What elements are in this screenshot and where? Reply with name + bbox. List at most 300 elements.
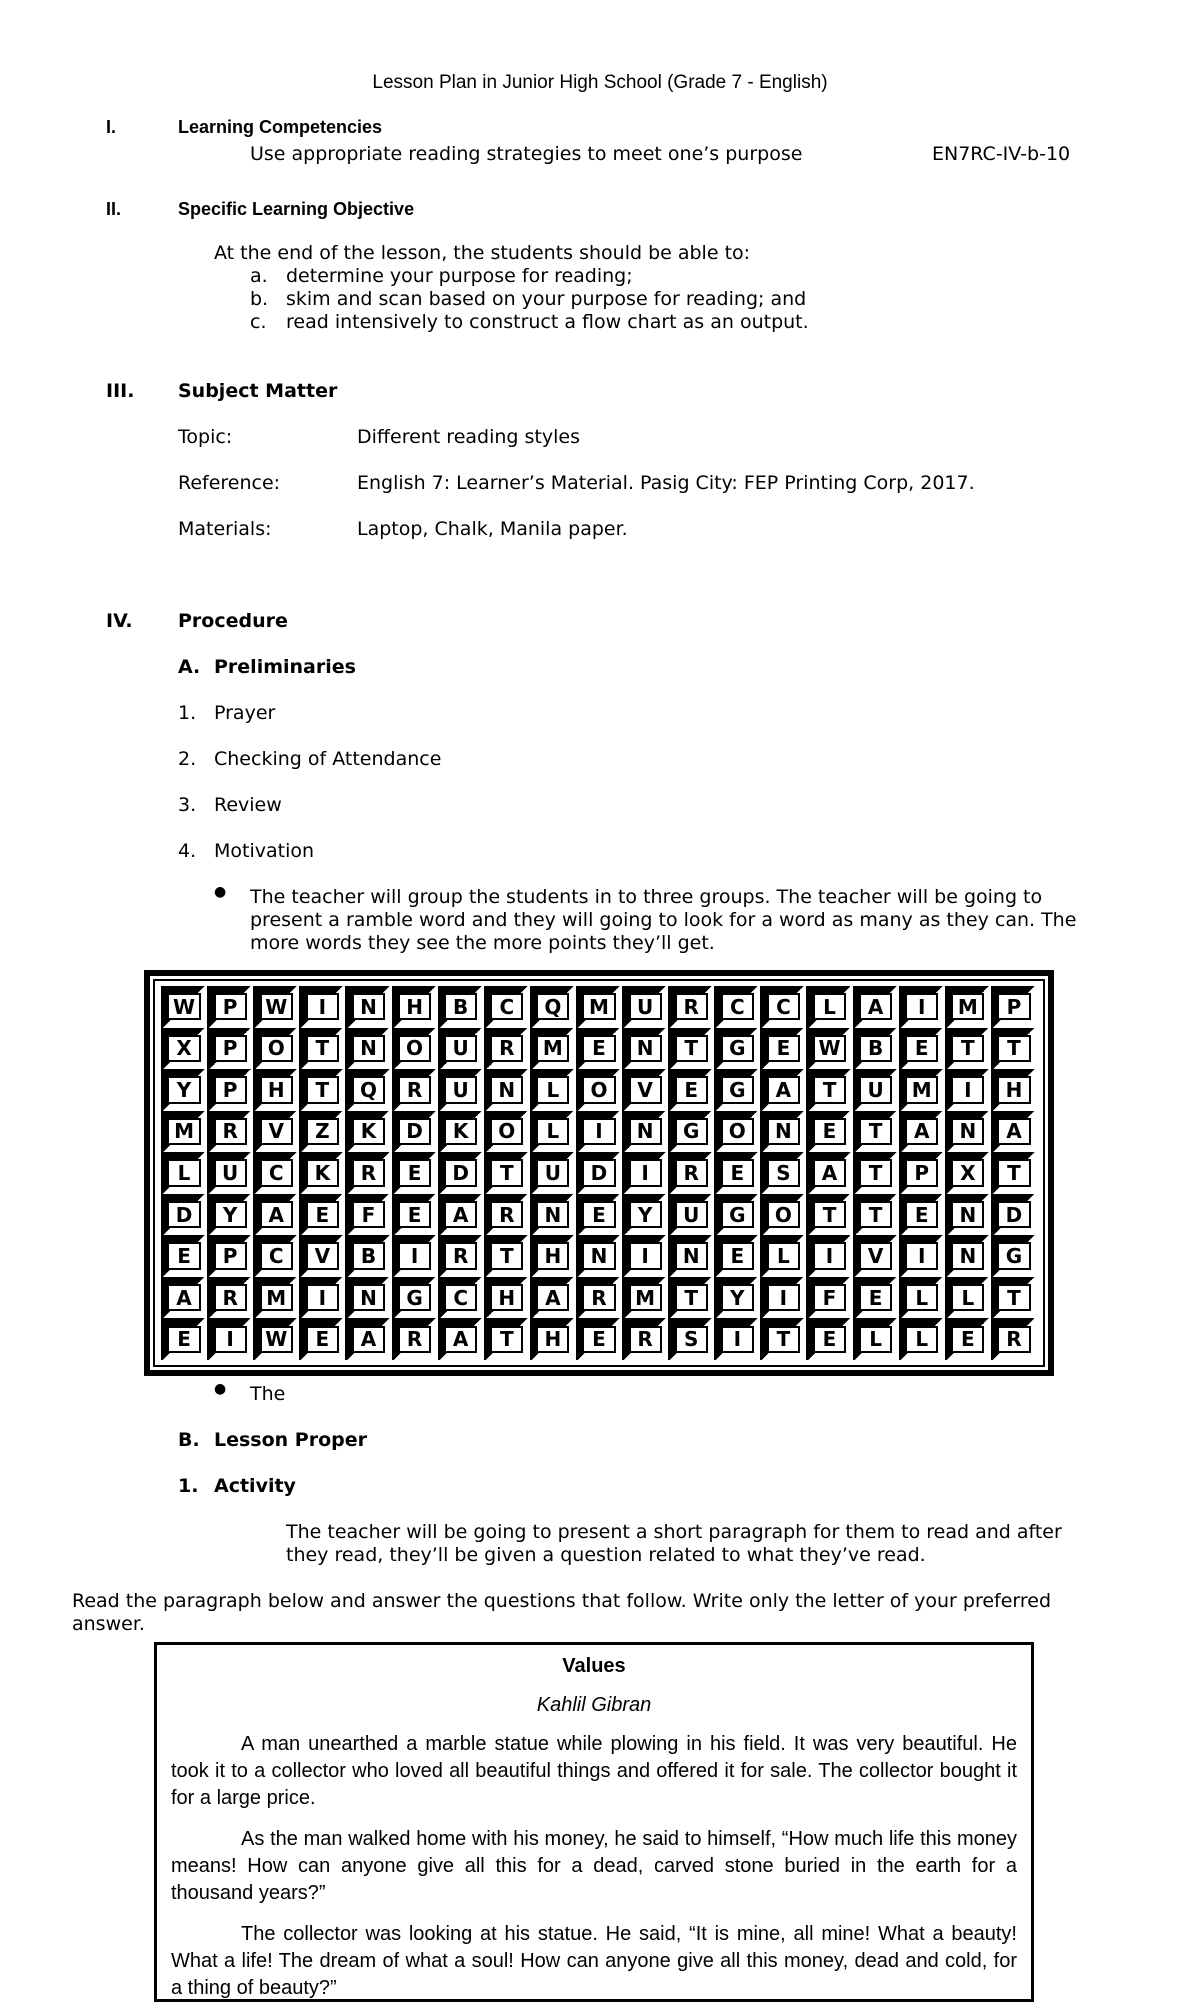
puzzle-letter: H <box>260 1076 293 1103</box>
puzzle-letter: P <box>905 1159 938 1186</box>
instruction-line-1: Read the paragraph below and answer the questions that follow. Write only the letter of your preferred <box>72 1590 1052 1612</box>
puzzle-cell <box>345 1028 391 1070</box>
puzzle-letter: C <box>767 993 800 1020</box>
puzzle-letter: T <box>997 1284 1030 1311</box>
puzzle-cell <box>484 1069 530 1111</box>
puzzle-letter: E <box>582 1035 615 1062</box>
puzzle-cell <box>622 1152 668 1194</box>
puzzle-letter: U <box>444 1035 477 1062</box>
puzzle-letter: R <box>490 1035 523 1062</box>
puzzle-cell <box>299 1235 345 1277</box>
section-1-number: I. <box>106 117 117 137</box>
puzzle-cell <box>576 1194 622 1236</box>
puzzle-letter: P <box>214 993 247 1020</box>
puzzle-letter: E <box>721 1159 754 1186</box>
puzzle-letter: I <box>721 1326 754 1353</box>
step-1-number: 1. <box>178 702 197 724</box>
puzzle-cell <box>253 1111 299 1153</box>
word-search-grid <box>153 979 1045 1367</box>
puzzle-cell <box>714 1028 760 1070</box>
puzzle-cell <box>991 1111 1037 1153</box>
puzzle-letter: X <box>951 1159 984 1186</box>
puzzle-letter: O <box>582 1076 615 1103</box>
step-3-text: Review <box>214 794 282 816</box>
puzzle-letter: R <box>675 1159 708 1186</box>
puzzle-cell <box>899 986 945 1028</box>
puzzle-cell <box>760 1194 806 1236</box>
puzzle-letter: L <box>905 1284 938 1311</box>
puzzle-cell <box>207 1277 253 1319</box>
puzzle-letter: C <box>490 993 523 1020</box>
puzzle-letter: T <box>997 1159 1030 1186</box>
puzzle-letter: U <box>859 1076 892 1103</box>
puzzle-cell <box>345 986 391 1028</box>
puzzle-cell <box>899 1028 945 1070</box>
step-1-text: Prayer <box>214 702 276 724</box>
puzzle-letter: T <box>306 1035 339 1062</box>
puzzle-letter: G <box>997 1242 1030 1269</box>
motivation-line-2: present a ramble word and they will going to look for a word as many as they can. The <box>250 909 1077 931</box>
puzzle-letter: T <box>859 1118 892 1145</box>
puzzle-cell <box>253 1028 299 1070</box>
puzzle-cell <box>714 1235 760 1277</box>
puzzle-cell <box>299 1277 345 1319</box>
puzzle-letter: I <box>905 993 938 1020</box>
puzzle-letter: T <box>951 1035 984 1062</box>
puzzle-cell <box>161 1318 207 1360</box>
puzzle-letter: Y <box>167 1076 200 1103</box>
puzzle-letter: D <box>398 1118 431 1145</box>
puzzle-cell <box>991 1028 1037 1070</box>
puzzle-letter: H <box>398 993 431 1020</box>
puzzle-cell <box>760 1277 806 1319</box>
puzzle-letter: O <box>767 1201 800 1228</box>
section-4-number: IV. <box>106 610 133 632</box>
puzzle-letter: N <box>767 1118 800 1145</box>
puzzle-letter: I <box>767 1284 800 1311</box>
section-3-number: III. <box>106 380 135 402</box>
puzzle-cell <box>161 1235 207 1277</box>
puzzle-cell <box>392 1318 438 1360</box>
puzzle-letter: N <box>629 1035 662 1062</box>
puzzle-letter: O <box>721 1118 754 1145</box>
puzzle-cell <box>714 1318 760 1360</box>
puzzle-cell <box>622 1277 668 1319</box>
puzzle-letter: L <box>813 993 846 1020</box>
puzzle-cell <box>991 1194 1037 1236</box>
puzzle-letter: Y <box>629 1201 662 1228</box>
puzzle-letter: G <box>398 1284 431 1311</box>
activity-line-2: they read, they’ll be given a question related to what they’ve read. <box>286 1544 926 1566</box>
puzzle-letter: F <box>813 1284 846 1311</box>
puzzle-cell <box>392 1235 438 1277</box>
puzzle-cell <box>161 1069 207 1111</box>
puzzle-letter: T <box>813 1201 846 1228</box>
puzzle-letter: T <box>490 1326 523 1353</box>
section-4-heading: Procedure <box>178 610 288 632</box>
puzzle-letter: T <box>813 1076 846 1103</box>
objective-item-b: skim and scan based on your purpose for reading; and <box>286 288 807 310</box>
puzzle-letter: A <box>767 1076 800 1103</box>
puzzle-cell <box>530 1277 576 1319</box>
puzzle-cell <box>392 1152 438 1194</box>
puzzle-letter: N <box>536 1201 569 1228</box>
puzzle-cell <box>991 1318 1037 1360</box>
puzzle-cell <box>806 1111 852 1153</box>
puzzle-cell <box>530 1028 576 1070</box>
activity-heading: Activity <box>214 1475 296 1497</box>
puzzle-letter: U <box>629 993 662 1020</box>
puzzle-cell <box>668 1318 714 1360</box>
materials-label: Materials: <box>178 518 272 540</box>
puzzle-cell <box>207 1194 253 1236</box>
step-2-text: Checking of Attendance <box>214 748 442 770</box>
objective-intro: At the end of the lesson, the students should be able to: <box>214 242 751 264</box>
puzzle-letter: G <box>721 1035 754 1062</box>
puzzle-cell <box>438 1028 484 1070</box>
puzzle-cell <box>161 1194 207 1236</box>
page-title: Lesson Plan in Junior High School (Grade 7 - English) <box>372 72 828 93</box>
subsection-b-heading: Lesson Proper <box>214 1429 368 1451</box>
puzzle-cell <box>991 1152 1037 1194</box>
story-title: Values <box>562 1655 626 1677</box>
puzzle-letter: K <box>444 1118 477 1145</box>
puzzle-cell <box>899 1318 945 1360</box>
puzzle-letter: E <box>859 1284 892 1311</box>
puzzle-letter: C <box>444 1284 477 1311</box>
puzzle-letter: S <box>767 1159 800 1186</box>
puzzle-cell <box>299 1069 345 1111</box>
puzzle-letter: E <box>767 1035 800 1062</box>
puzzle-cell <box>345 1194 391 1236</box>
puzzle-letter: R <box>398 1076 431 1103</box>
puzzle-letter: F <box>352 1201 385 1228</box>
puzzle-letter: V <box>629 1076 662 1103</box>
puzzle-cell <box>806 1318 852 1360</box>
puzzle-letter: S <box>675 1326 708 1353</box>
puzzle-letter: E <box>582 1326 615 1353</box>
puzzle-letter: E <box>306 1201 339 1228</box>
puzzle-letter: A <box>997 1118 1030 1145</box>
puzzle-cell <box>668 1277 714 1319</box>
puzzle-cell <box>853 1152 899 1194</box>
puzzle-cell <box>161 1111 207 1153</box>
puzzle-letter: W <box>260 1326 293 1353</box>
puzzle-letter: P <box>997 993 1030 1020</box>
puzzle-cell <box>530 1069 576 1111</box>
puzzle-cell <box>899 1194 945 1236</box>
puzzle-cell <box>253 1069 299 1111</box>
word-search-puzzle <box>144 970 1054 1376</box>
puzzle-letter: I <box>306 993 339 1020</box>
puzzle-letter: T <box>675 1035 708 1062</box>
puzzle-cell <box>576 1277 622 1319</box>
puzzle-cell <box>299 1028 345 1070</box>
puzzle-cell <box>853 1235 899 1277</box>
puzzle-letter: M <box>629 1284 662 1311</box>
puzzle-cell <box>392 1194 438 1236</box>
competency-text: Use appropriate reading strategies to meet one’s purpose <box>250 143 803 165</box>
puzzle-cell <box>207 986 253 1028</box>
puzzle-letter: A <box>444 1201 477 1228</box>
materials-value: Laptop, Chalk, Manila paper. <box>357 518 628 540</box>
puzzle-letter: E <box>167 1242 200 1269</box>
story-author: Kahlil Gibran <box>536 1694 652 1716</box>
step-4-text: Motivation <box>214 840 315 862</box>
puzzle-cell <box>760 1152 806 1194</box>
puzzle-letter: C <box>260 1242 293 1269</box>
puzzle-cell <box>530 986 576 1028</box>
puzzle-cell <box>576 1111 622 1153</box>
puzzle-letter: I <box>813 1242 846 1269</box>
puzzle-letter: O <box>398 1035 431 1062</box>
puzzle-letter: I <box>398 1242 431 1269</box>
puzzle-letter: T <box>767 1326 800 1353</box>
topic-label: Topic: <box>178 426 233 448</box>
puzzle-letter: R <box>214 1284 247 1311</box>
puzzle-cell <box>622 1194 668 1236</box>
step-4-number: 4. <box>178 840 197 862</box>
puzzle-letter: E <box>398 1159 431 1186</box>
puzzle-letter: H <box>536 1242 569 1269</box>
subsection-b-marker: B. <box>178 1429 200 1451</box>
puzzle-cell <box>853 986 899 1028</box>
puzzle-letter: B <box>352 1242 385 1269</box>
puzzle-letter: M <box>905 1076 938 1103</box>
puzzle-cell <box>161 1152 207 1194</box>
step-2-number: 2. <box>178 748 197 770</box>
puzzle-cell <box>853 1194 899 1236</box>
puzzle-letter: R <box>398 1326 431 1353</box>
puzzle-cell <box>161 1028 207 1070</box>
objective-marker-a: a. <box>250 265 268 287</box>
puzzle-cell <box>853 1277 899 1319</box>
puzzle-letter: R <box>490 1201 523 1228</box>
puzzle-cell <box>345 1318 391 1360</box>
puzzle-letter: E <box>905 1201 938 1228</box>
objective-item-a: determine your purpose for reading; <box>286 265 633 287</box>
puzzle-letter: T <box>306 1076 339 1103</box>
puzzle-letter: A <box>352 1326 385 1353</box>
puzzle-letter: E <box>951 1326 984 1353</box>
puzzle-letter: M <box>951 993 984 1020</box>
puzzle-cell <box>484 1028 530 1070</box>
objective-marker-b: b. <box>250 288 269 310</box>
puzzle-cell <box>806 986 852 1028</box>
puzzle-cell <box>899 1277 945 1319</box>
puzzle-cell <box>161 1277 207 1319</box>
puzzle-letter: H <box>490 1284 523 1311</box>
puzzle-cell <box>299 986 345 1028</box>
puzzle-letter: R <box>352 1159 385 1186</box>
section-2-number: II. <box>106 199 122 219</box>
puzzle-cell <box>299 1152 345 1194</box>
puzzle-letter: E <box>167 1326 200 1353</box>
puzzle-cell <box>991 1277 1037 1319</box>
puzzle-cell <box>530 1235 576 1277</box>
puzzle-cell <box>945 1194 991 1236</box>
puzzle-cell <box>253 1235 299 1277</box>
puzzle-letter: E <box>813 1326 846 1353</box>
puzzle-cell <box>622 1235 668 1277</box>
puzzle-cell <box>806 1235 852 1277</box>
puzzle-cell <box>945 1235 991 1277</box>
puzzle-cell <box>207 1235 253 1277</box>
bullet-icon: ● <box>214 884 227 900</box>
story-paragraph-2: As the man walked home with his money, he said to himself, “How much life this money means! How can anyone give all this for a dead, carved stone buried in the earth for a thousand years?” <box>171 1828 1017 1904</box>
puzzle-cell <box>299 1111 345 1153</box>
puzzle-cell <box>668 1111 714 1153</box>
puzzle-cell <box>853 1111 899 1153</box>
puzzle-letter: A <box>536 1284 569 1311</box>
puzzle-cell <box>576 1152 622 1194</box>
puzzle-letter: Y <box>214 1201 247 1228</box>
puzzle-letter: P <box>214 1035 247 1062</box>
puzzle-letter: K <box>352 1118 385 1145</box>
reference-value: English 7: Learner’s Material. Pasig City: FEP Printing Corp, 2017. <box>357 472 975 494</box>
puzzle-cell <box>945 1318 991 1360</box>
puzzle-cell <box>253 986 299 1028</box>
puzzle-letter: A <box>859 993 892 1020</box>
puzzle-letter: I <box>629 1242 662 1269</box>
puzzle-letter: V <box>306 1242 339 1269</box>
puzzle-cell <box>345 1111 391 1153</box>
section-3-heading: Subject Matter <box>178 380 338 402</box>
puzzle-letter: I <box>951 1076 984 1103</box>
motivation-line-1: The teacher will group the students in to three groups. The teacher will be going to <box>250 886 1043 908</box>
puzzle-cell <box>484 1111 530 1153</box>
puzzle-cell <box>991 1235 1037 1277</box>
puzzle-cell <box>438 986 484 1028</box>
puzzle-cell <box>760 1028 806 1070</box>
puzzle-letter: L <box>905 1326 938 1353</box>
puzzle-cell <box>991 1069 1037 1111</box>
puzzle-cell <box>207 1152 253 1194</box>
puzzle-letter: C <box>721 993 754 1020</box>
puzzle-letter: E <box>721 1242 754 1269</box>
puzzle-cell <box>484 1152 530 1194</box>
puzzle-letter: T <box>675 1284 708 1311</box>
puzzle-cell <box>530 1111 576 1153</box>
puzzle-cell <box>345 1235 391 1277</box>
puzzle-cell <box>392 986 438 1028</box>
puzzle-letter: R <box>675 993 708 1020</box>
puzzle-letter: E <box>813 1118 846 1145</box>
puzzle-letter: U <box>214 1159 247 1186</box>
puzzle-cell <box>714 1277 760 1319</box>
puzzle-cell <box>392 1028 438 1070</box>
puzzle-cell <box>484 1235 530 1277</box>
puzzle-cell <box>806 1028 852 1070</box>
puzzle-cell <box>530 1152 576 1194</box>
puzzle-cell <box>392 1277 438 1319</box>
puzzle-letter: L <box>167 1159 200 1186</box>
puzzle-cell <box>484 1318 530 1360</box>
puzzle-cell <box>760 1318 806 1360</box>
puzzle-cell <box>392 1069 438 1111</box>
puzzle-cell <box>806 1069 852 1111</box>
puzzle-cell <box>438 1277 484 1319</box>
puzzle-cell <box>576 986 622 1028</box>
puzzle-cell <box>622 1069 668 1111</box>
activity-number: 1. <box>178 1475 199 1497</box>
puzzle-letter: M <box>582 993 615 1020</box>
puzzle-letter: K <box>306 1159 339 1186</box>
puzzle-letter: W <box>813 1035 846 1062</box>
puzzle-cell <box>484 1277 530 1319</box>
puzzle-letter: L <box>536 1076 569 1103</box>
puzzle-cell <box>760 1111 806 1153</box>
puzzle-letter: T <box>490 1159 523 1186</box>
puzzle-cell <box>760 1069 806 1111</box>
puzzle-letter: R <box>214 1118 247 1145</box>
puzzle-cell <box>253 1194 299 1236</box>
puzzle-cell <box>438 1318 484 1360</box>
puzzle-letter: U <box>444 1076 477 1103</box>
puzzle-letter: T <box>859 1159 892 1186</box>
puzzle-cell <box>714 1194 760 1236</box>
puzzle-cell <box>668 1152 714 1194</box>
puzzle-letter: G <box>721 1076 754 1103</box>
bullet-icon: ● <box>214 1381 227 1397</box>
puzzle-letter: I <box>582 1118 615 1145</box>
puzzle-letter: G <box>721 1201 754 1228</box>
puzzle-letter: O <box>490 1118 523 1145</box>
puzzle-cell <box>760 1235 806 1277</box>
puzzle-letter: A <box>813 1159 846 1186</box>
puzzle-letter: O <box>260 1035 293 1062</box>
puzzle-letter: Y <box>721 1284 754 1311</box>
bullet-2-text: The <box>250 1383 286 1405</box>
puzzle-cell <box>438 1152 484 1194</box>
puzzle-letter: L <box>859 1326 892 1353</box>
puzzle-cell <box>806 1277 852 1319</box>
puzzle-letter: E <box>582 1201 615 1228</box>
puzzle-cell <box>161 986 207 1028</box>
puzzle-cell <box>530 1318 576 1360</box>
puzzle-cell <box>253 1152 299 1194</box>
puzzle-cell <box>438 1194 484 1236</box>
puzzle-cell <box>899 1111 945 1153</box>
puzzle-cell <box>899 1069 945 1111</box>
puzzle-cell <box>945 1111 991 1153</box>
puzzle-letter: I <box>306 1284 339 1311</box>
puzzle-cell <box>207 1028 253 1070</box>
puzzle-cell <box>438 1069 484 1111</box>
puzzle-cell <box>253 1277 299 1319</box>
puzzle-letter: A <box>167 1284 200 1311</box>
puzzle-letter: N <box>951 1118 984 1145</box>
puzzle-letter: N <box>352 1035 385 1062</box>
puzzle-cell <box>207 1111 253 1153</box>
puzzle-letter: I <box>629 1159 662 1186</box>
puzzle-cell <box>207 1069 253 1111</box>
puzzle-letter: M <box>260 1284 293 1311</box>
puzzle-cell <box>668 1028 714 1070</box>
puzzle-cell <box>853 1028 899 1070</box>
puzzle-cell <box>853 1069 899 1111</box>
puzzle-letter: L <box>767 1242 800 1269</box>
puzzle-letter: M <box>167 1118 200 1145</box>
puzzle-cell <box>345 1069 391 1111</box>
puzzle-letter: A <box>260 1201 293 1228</box>
puzzle-letter: L <box>536 1118 569 1145</box>
puzzle-letter: A <box>905 1118 938 1145</box>
values-story-box <box>154 1642 1034 2002</box>
puzzle-cell <box>576 1028 622 1070</box>
puzzle-letter: U <box>675 1201 708 1228</box>
puzzle-letter: P <box>214 1242 247 1269</box>
